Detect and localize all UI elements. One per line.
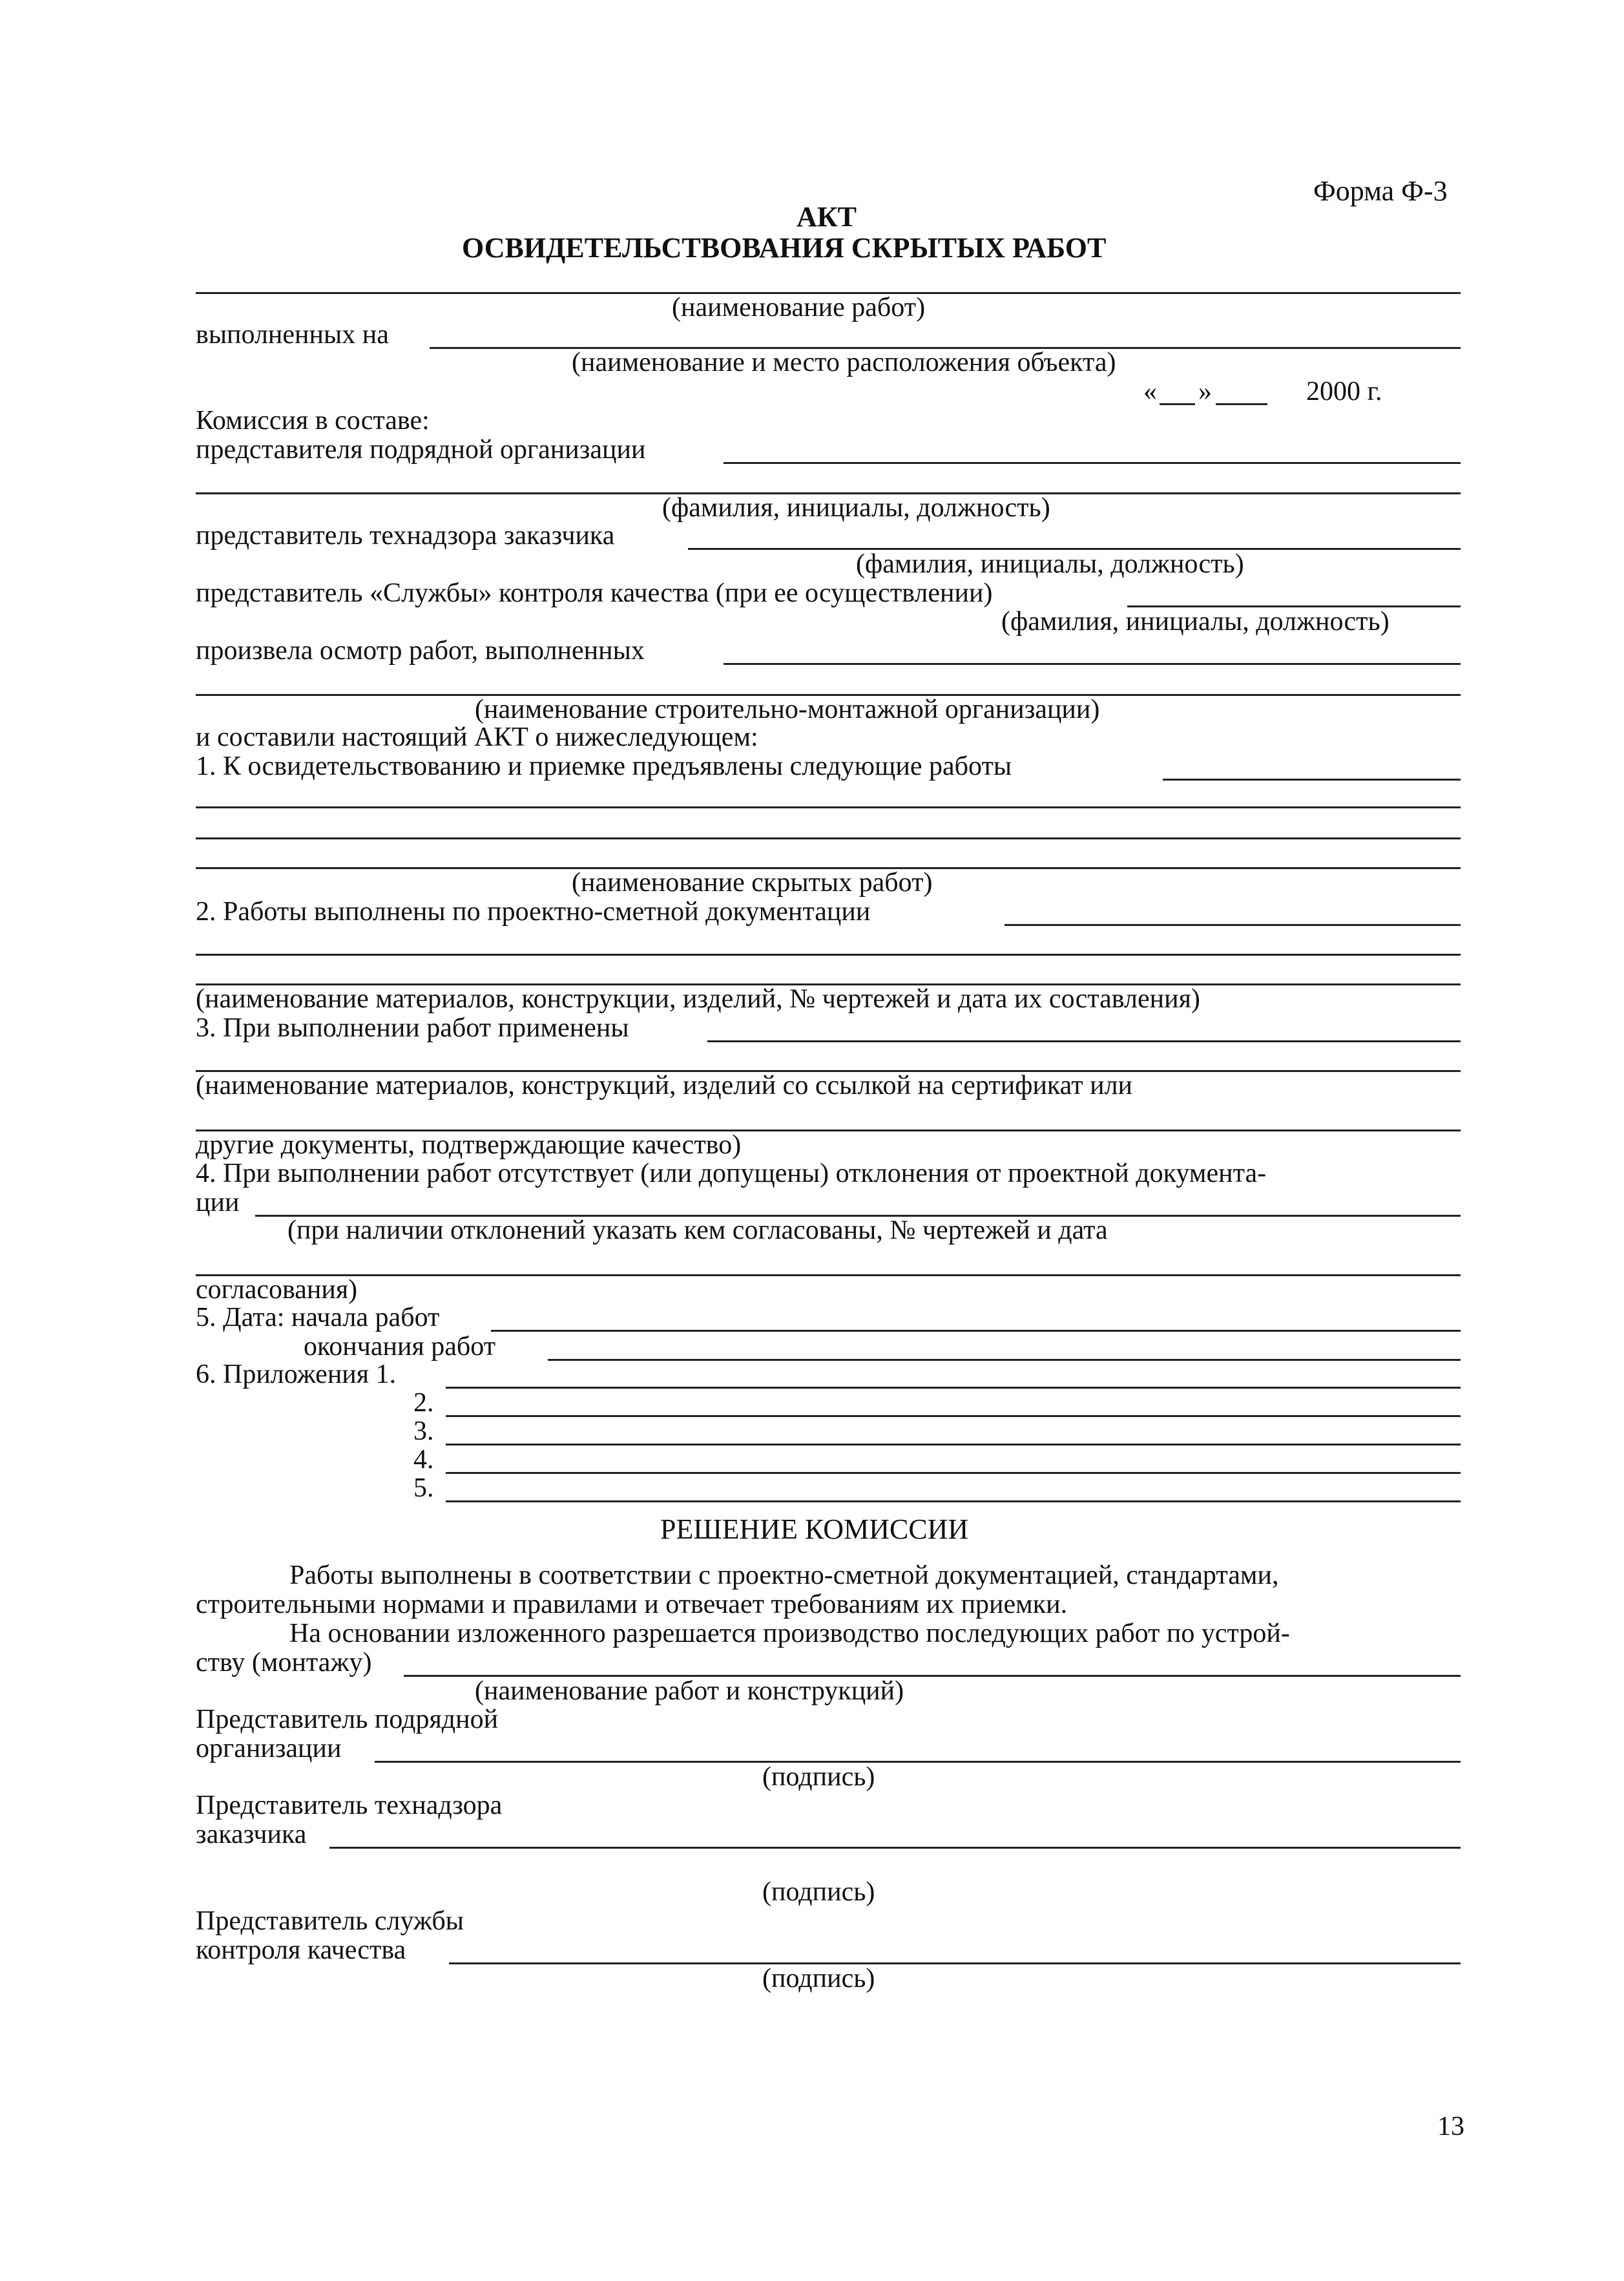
decision-para1-b: строительными нормами и правилами и отвечает требованиям их приемки. [196,1590,1068,1619]
decision-para2-b: ству (монтажу) [196,1648,372,1677]
materials-docs-hint: (наименование материалов, конструкции, изделий, № чертежей и дата их составления) [196,984,1200,1014]
sig-customer-label-a: Представитель технадзора [196,1791,503,1820]
sig-customer-line[interactable] [329,1847,1461,1849]
item5-end-line[interactable] [548,1359,1461,1361]
sig-customer-label-b: заказчика [196,1820,307,1849]
item2-label: 2. Работы выполнены по проектно-сметной документации [196,897,871,927]
decision-heading: РЕШЕНИЕ КОМИССИИ [660,1513,969,1545]
sig-contractor-label-b: организации [196,1734,342,1763]
item3-line[interactable] [707,1040,1461,1042]
item4-label-b: ции [196,1188,240,1217]
fio-hint-2: (фамилия, инициалы, должность) [856,549,1244,579]
appendix-2-line[interactable] [446,1415,1461,1417]
object-hint: (наименование и место расположения объекта) [572,348,1116,377]
works-constr-hint: (наименование работ и конструкций) [475,1676,904,1706]
item5-end-label: окончания работ [304,1332,496,1361]
decision-para1-a: Работы выполнены в соответствии с проектно-сметной документацией, стандартами, [289,1561,1279,1590]
item1-line-3[interactable] [196,837,1461,839]
date-quote-close: » [1198,377,1212,406]
hidden-works-hint: (наименование скрытых работ) [572,868,933,898]
item6-label: 6. Приложения 1. [196,1360,397,1389]
item1-line[interactable] [1163,779,1461,781]
sign-hint-2: (подпись) [762,1877,875,1907]
appendix-4-label: 4. [413,1445,434,1475]
deviations-hint-1: (при наличии отклонений указать кем согласованы, № чертежей и дата [287,1215,1108,1245]
appendix-4-line[interactable] [446,1472,1461,1474]
fio-hint-1: (фамилия, инициалы, должность) [662,493,1050,523]
item4-label-a: 4. При выполнении работ отсутствует (или допущены) отклонения от проектной документа- [196,1159,1267,1188]
sig-contractor-line[interactable] [375,1761,1461,1763]
compiled-label: и составили настоящий АКТ о нижеследующем: [196,722,758,752]
org-hint: (наименование строительно-монтажной организации) [475,695,1100,724]
date-quote-open: « [1143,377,1157,406]
sig-qc-line[interactable] [449,1962,1461,1964]
inspected-label: произвела осмотр работ, выполненных [196,636,645,666]
sign-hint-3: (подпись) [762,1964,875,1993]
form-number: Форма Ф-3 [1313,175,1448,207]
appendix-5-line[interactable] [446,1500,1461,1502]
title-main: ОСВИДЕТЕЛЬСТВОВАНИЯ СКРЫТЫХ РАБОТ [462,232,1107,264]
works-name-hint: (наименование работ) [672,293,926,322]
item1-line-2[interactable] [196,806,1461,808]
appendix-3-line[interactable] [446,1444,1461,1445]
title-akt: АКТ [796,201,857,233]
sig-qc-label-a: Представитель службы [196,1906,464,1936]
materials-cert-hint-2: другие документы, подтверждающие качество) [196,1130,742,1160]
sign-hint-1: (подпись) [762,1762,875,1792]
sig-contractor-label-a: Представитель подрядной [196,1705,499,1734]
inspected-line[interactable] [724,663,1461,665]
customer-rep-label: представитель технадзора заказчика [196,521,615,551]
page-number: 13 [1437,2112,1464,2141]
item5-label: 5. Дата: начала работ [196,1303,440,1332]
item3-label: 3. При выполнении работ применены [196,1013,629,1043]
decision-para2-a: На основании изложенного разрешается производство последующих работ по устрой- [289,1619,1290,1648]
commission-label: Комиссия в составе: [196,406,430,436]
materials-cert-hint-1: (наименование материалов, конструкций, изделий со ссылкой на сертификат или [196,1071,1133,1100]
date-year: 2000 г. [1306,377,1382,406]
date-month-line[interactable] [1216,403,1267,405]
item5-start-line[interactable] [491,1330,1461,1332]
date-day-line[interactable] [1160,403,1195,405]
deviations-hint-2: согласования) [196,1275,358,1305]
appendix-1-line[interactable] [446,1387,1461,1389]
contractor-rep-line[interactable] [724,462,1461,464]
appendix-3-label: 3. [413,1416,434,1446]
sig-qc-label-b: контроля качества [196,1935,406,1965]
appendix-2-label: 2. [413,1388,434,1418]
item1-label: 1. К освидетельствованию и приемке предъявлены следующие работы [196,752,1012,781]
qc-rep-label: представитель «Службы» контроля качества (при ее осуществлении) [196,578,993,608]
item2-line[interactable] [1005,924,1461,926]
appendix-5-label: 5. [413,1473,434,1503]
performed-on-label: выполненных на [196,320,389,350]
item2-line-2[interactable] [196,954,1461,956]
contractor-rep-label: представителя подрядной организации [196,435,646,465]
item4-line-2[interactable] [196,1274,1461,1276]
fio-hint-3: (фамилия, инициалы, должность) [1001,607,1390,636]
